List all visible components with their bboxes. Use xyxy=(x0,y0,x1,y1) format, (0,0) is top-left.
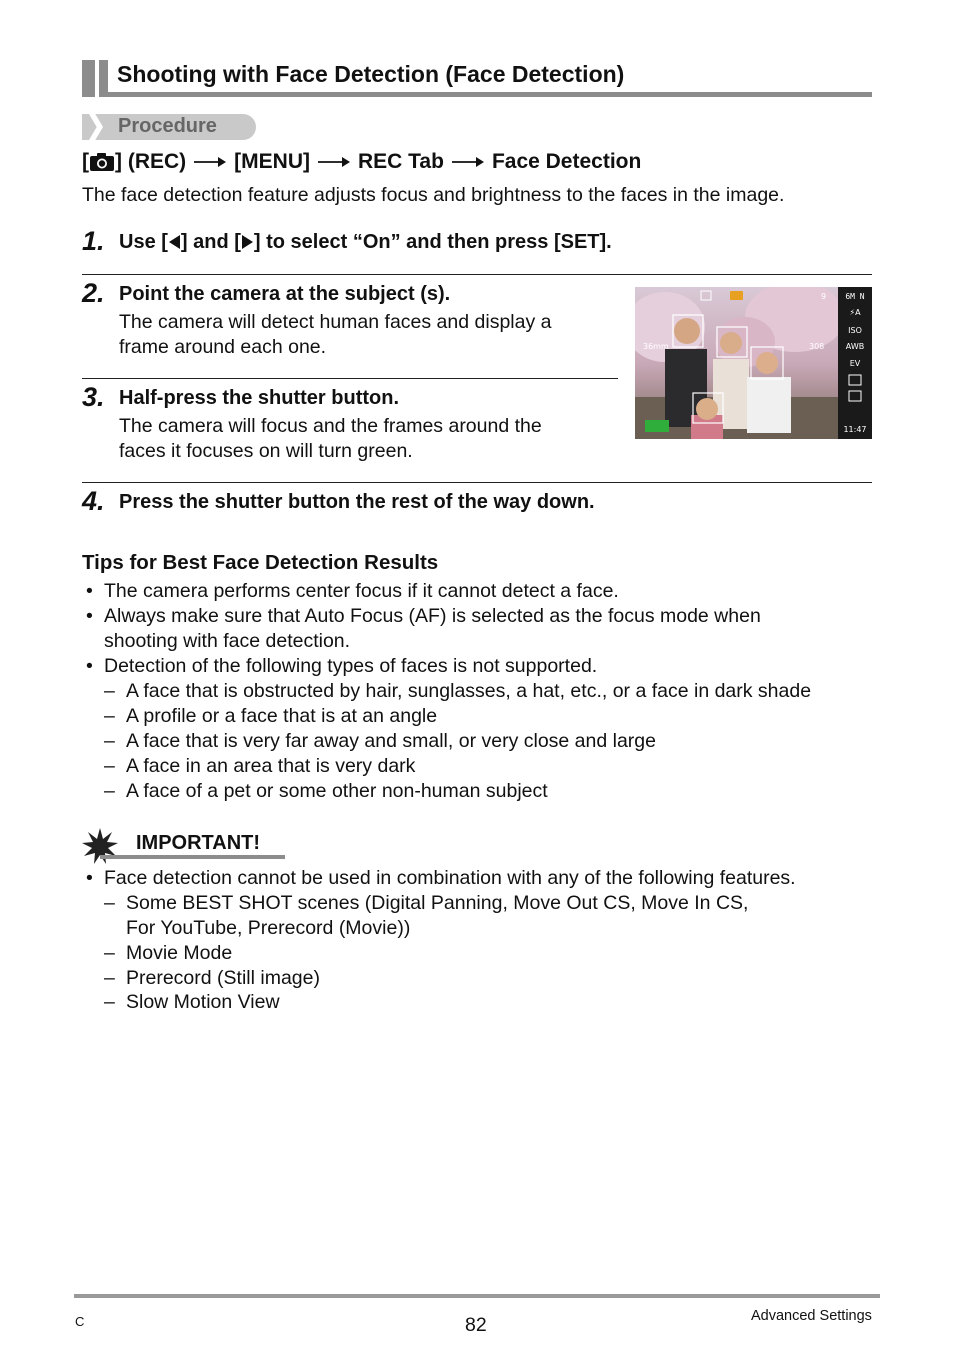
step-title: Half-press the shutter button. xyxy=(119,387,400,409)
step-number: 4. xyxy=(82,486,105,516)
intro-text: The face detection feature adjusts focus and brightness to the faces in the image. xyxy=(82,184,785,206)
overlay-ev: EV xyxy=(849,359,861,368)
step-body-line: frame around each one. xyxy=(119,336,327,358)
important-dash-item: For YouTube, Prerecord (Movie)) xyxy=(126,917,411,939)
overlay-flash: ⚡A xyxy=(849,308,861,317)
dash-mark: – xyxy=(104,705,115,727)
tip-bullet: shooting with face detection. xyxy=(104,630,351,652)
overlay-count: 308 xyxy=(809,342,825,351)
camera-mode-icon xyxy=(730,291,743,300)
path-rec-tab: REC Tab xyxy=(357,150,444,173)
path-face-detection: Face Detection xyxy=(491,150,642,173)
important-underline xyxy=(100,855,285,859)
camera-icon xyxy=(89,152,115,172)
dash-mark: – xyxy=(104,780,115,802)
step-title-part: Use [ xyxy=(119,231,168,253)
step-title: Point the camera at the subject (s). xyxy=(119,283,451,305)
divider xyxy=(82,482,872,483)
step-number: 3. xyxy=(82,382,105,412)
tip-dash-item: A face in an area that is very dark xyxy=(126,755,416,777)
important-dash-item: Movie Mode xyxy=(126,942,233,964)
tip-bullet: Detection of the following types of faces is not supported. xyxy=(104,655,598,677)
menu-path xyxy=(82,150,641,174)
step-title: Press the shutter button the rest of the way down. xyxy=(119,491,595,513)
important-bullet: Face detection cannot be used in combination with any of the following features. xyxy=(104,867,796,889)
procedure-label: Procedure xyxy=(118,115,217,137)
divider xyxy=(82,274,872,275)
dash-mark: – xyxy=(104,730,115,752)
overlay-iso: ISO xyxy=(848,326,862,335)
overlay-time: 11:47 xyxy=(843,425,867,434)
right-arrow-icon xyxy=(241,235,254,249)
arrow-right-icon xyxy=(318,156,350,168)
camera-screen-photo xyxy=(635,287,872,439)
section-title: Shooting with Face Detection (Face Detection) xyxy=(117,61,625,87)
divider xyxy=(82,378,618,379)
step-body-line: The camera will detect human faces and display a xyxy=(119,311,552,333)
tip-bullet: Always make sure that Auto Focus (AF) is selected as the focus mode when xyxy=(104,605,761,627)
bullet-dot: • xyxy=(86,580,93,602)
footer-rule xyxy=(74,1294,880,1298)
step-number: 1. xyxy=(82,226,105,256)
tip-dash-item: A face of a pet or some other non-human subject xyxy=(126,780,548,802)
battery-icon xyxy=(645,420,669,432)
dash-mark: – xyxy=(104,755,115,777)
tip-dash-item: A profile or a face that is at an angle xyxy=(126,705,438,727)
step-title-part: ] and [ xyxy=(180,231,241,253)
page-number: 82 xyxy=(465,1314,487,1336)
step-body xyxy=(119,414,542,464)
footer-section-name: Advanced Settings xyxy=(751,1308,872,1324)
section-bar-right xyxy=(99,60,108,97)
step-title xyxy=(119,231,612,254)
tip-bullet: The camera performs center focus if it cannot detect a face. xyxy=(104,580,619,602)
path-rec: ] (REC) xyxy=(115,150,187,173)
overlay-shots: 9 xyxy=(821,292,827,301)
left-arrow-icon xyxy=(168,235,181,249)
tip-dash-item: A face that is very far away and small, or very close and large xyxy=(126,730,656,752)
important-dash-item: Prerecord (Still image) xyxy=(126,967,320,989)
path-menu: [MENU] xyxy=(234,150,310,173)
step-body-line: faces it focuses on will turn green. xyxy=(119,440,413,462)
tips-heading: Tips for Best Face Detection Results xyxy=(82,551,439,574)
step-body-line: The camera will focus and the frames around the xyxy=(119,415,542,437)
section-bar-left xyxy=(82,60,95,97)
dash-mark: – xyxy=(104,991,115,1013)
step-body xyxy=(119,310,551,360)
dash-mark: – xyxy=(104,892,115,914)
dash-mark: – xyxy=(104,967,115,989)
arrow-right-icon xyxy=(194,156,226,168)
bullet-dot: • xyxy=(86,655,93,677)
overlay-focal: 36mm xyxy=(643,342,669,351)
tip-dash-item: A face that is obstructed by hair, sunglasses, a hat, etc., or a face in dark shade xyxy=(126,680,812,702)
overlay-mode: 6M N xyxy=(845,292,865,301)
arrow-right-icon xyxy=(452,156,484,168)
important-label: IMPORTANT! xyxy=(136,832,261,854)
dash-mark: – xyxy=(104,680,115,702)
bullet-dot: • xyxy=(86,605,93,627)
dash-mark: – xyxy=(104,942,115,964)
footer-corner-mark: C xyxy=(75,1314,85,1329)
overlay-awb: AWB xyxy=(845,342,865,351)
step-number: 2. xyxy=(82,278,105,308)
important-dash-item: Slow Motion View xyxy=(126,991,280,1013)
step-title-part: ] to select “On” and then press [SET]. xyxy=(253,231,612,253)
important-dash-item: Some BEST SHOT scenes (Digital Panning, Move Out CS, Move In CS, xyxy=(126,892,749,914)
bullet-dot: • xyxy=(86,867,93,889)
section-underline xyxy=(108,92,872,97)
path-bracket-open: [ xyxy=(82,150,89,173)
